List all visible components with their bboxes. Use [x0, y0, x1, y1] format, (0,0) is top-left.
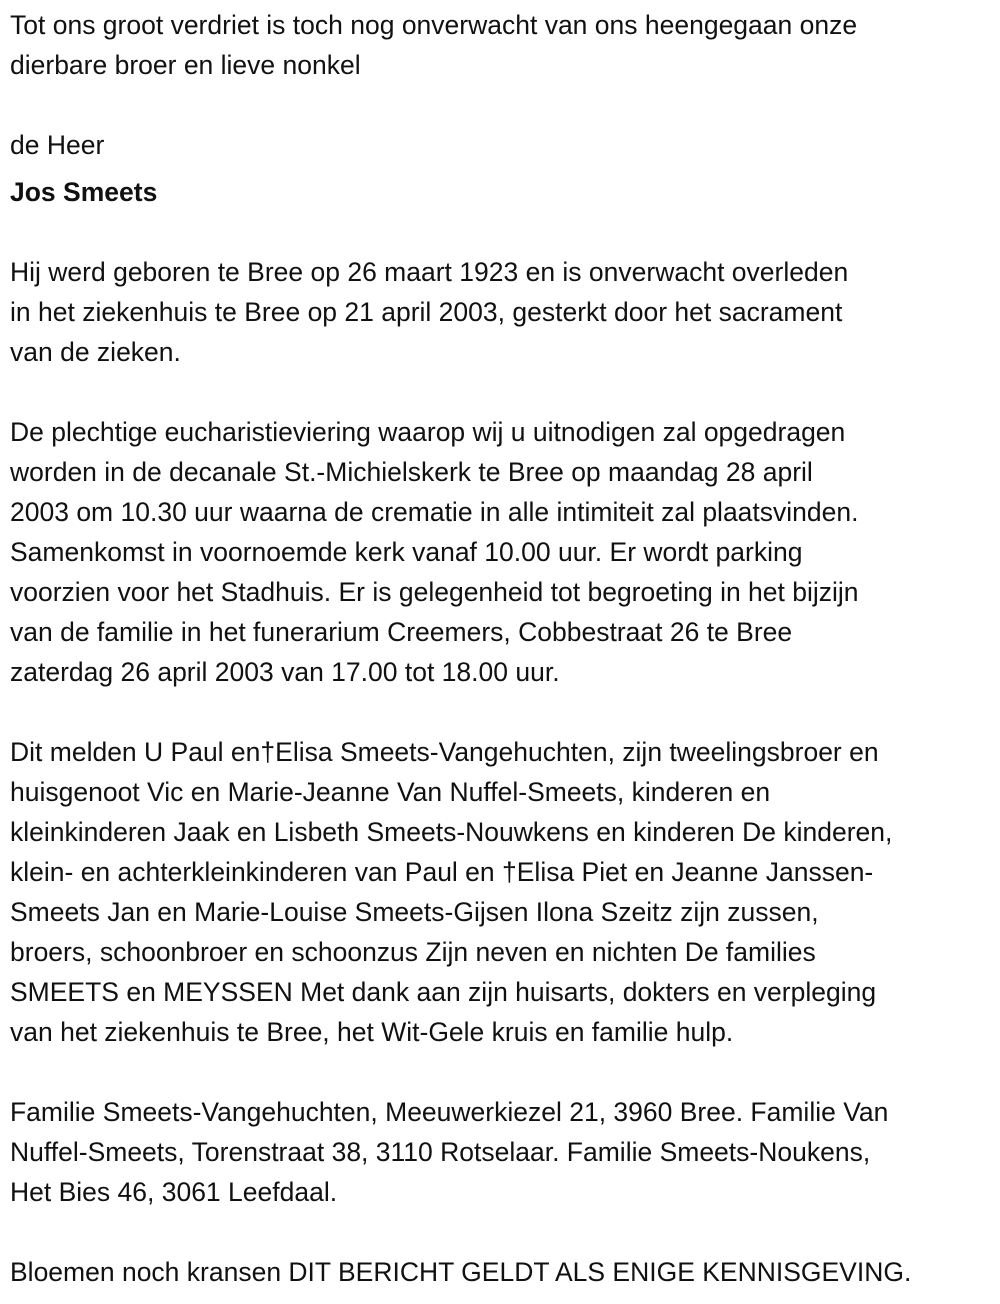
- text-line: Smeets Jan en Marie-Louise Smeets-Gijsen Ilona Szeitz zijn zussen,: [10, 897, 819, 927]
- text-line: Familie Smeets-Vangehuchten, Meeuwerkiezel 21, 3960 Bree. Familie Van: [10, 1097, 889, 1127]
- text-line: van het ziekenhuis te Bree, het Wit-Gele kruis en familie hulp.: [10, 1017, 734, 1047]
- birth-paragraph: [10, 252, 1000, 372]
- text-line: klein- en achterkleinkinderen van Paul en †Elisa Piet en Jeanne Janssen-: [10, 857, 874, 887]
- text-line: zaterdag 26 april 2003 van 17.00 tot 18.00 uur.: [10, 657, 560, 687]
- addresses-paragraph: [10, 1092, 1000, 1212]
- ceremony-paragraph: [10, 412, 1000, 692]
- text-line: huisgenoot Vic en Marie-Jeanne Van Nuffel-Smeets, kinderen en: [10, 777, 771, 807]
- text-line: dierbare broer en lieve nonkel: [10, 50, 361, 80]
- text-line: Nuffel-Smeets, Torenstraat 38, 3110 Rotselaar. Familie Smeets-Noukens,: [10, 1137, 871, 1167]
- text-line: De plechtige eucharistieviering waarop wij u uitnodigen zal opgedragen: [10, 417, 846, 447]
- text-line: SMEETS en MEYSSEN Met dank aan zijn huisarts, dokters en verpleging: [10, 977, 877, 1007]
- text-line: worden in de decanale St.-Michielskerk te Bree op maandag 28 april: [10, 457, 813, 487]
- text-line: Hij werd geboren te Bree op 26 maart 1923 en is onverwacht overleden: [10, 257, 849, 287]
- text-line: Samenkomst in voornoemde kerk vanaf 10.00 uur. Er wordt parking: [10, 537, 803, 567]
- text-line: Dit melden U Paul en†Elisa Smeets-Vangehuchten, zijn tweelingsbroer en: [10, 737, 879, 767]
- text-line: Het Bies 46, 3061 Leefdaal.: [10, 1177, 338, 1207]
- text-line: van de familie in het funerarium Creemers, Cobbestraat 26 te Bree: [10, 617, 793, 647]
- text-line: 2003 om 10.30 uur waarna de crematie in alle intimiteit zal plaatsvinden.: [10, 497, 859, 527]
- text-line: kleinkinderen Jaak en Lisbeth Smeets-Nouwkens en kinderen De kinderen,: [10, 817, 893, 847]
- intro-paragraph: [10, 5, 1000, 85]
- text-line: Tot ons groot verdriet is toch nog onverwacht van ons heengegaan onze: [10, 10, 858, 40]
- family-paragraph: [10, 732, 1000, 1052]
- salutation: de Heer: [10, 130, 105, 160]
- closing-line: Bloemen noch kransen DIT BERICHT GELDT ALS ENIGE KENNISGEVING.: [10, 1257, 912, 1287]
- text-line: voorzien voor het Stadhuis. Er is gelegenheid tot begroeting in het bijzijn: [10, 577, 859, 607]
- text-line: van de zieken.: [10, 337, 181, 367]
- text-line: broers, schoonbroer en schoonzus Zijn neven en nichten De families: [10, 937, 816, 967]
- text-line: in het ziekenhuis te Bree op 21 april 2003, gesterkt door het sacrament: [10, 297, 843, 327]
- deceased-name: Jos Smeets: [10, 177, 158, 207]
